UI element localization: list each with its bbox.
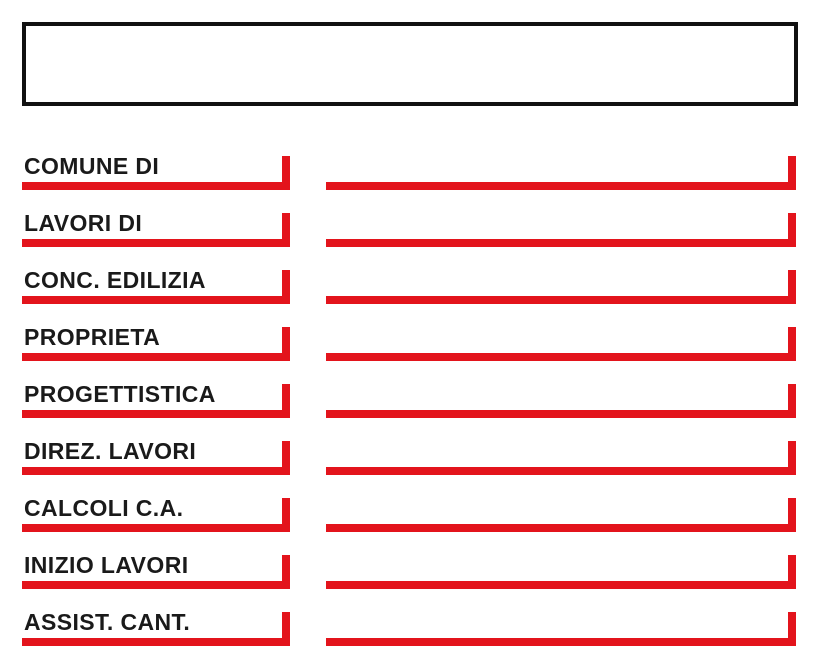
form-row-direz-lavori	[0, 438, 816, 486]
value-field-proprieta	[326, 327, 796, 361]
label-proprieta: PROPRIETA	[24, 324, 161, 350]
value-field-conc-edilizia	[326, 270, 796, 304]
form-row-progettistica	[0, 381, 816, 429]
value-field-lavori	[326, 213, 796, 247]
form-row-proprieta	[0, 324, 816, 372]
form-row-assist-cant	[0, 609, 816, 657]
label-lavori-di: LAVORI DI	[24, 210, 143, 236]
label-direz-lavori: DIREZ. LAVORI	[24, 438, 197, 464]
label-assist-cant: ASSIST. CANT.	[24, 609, 191, 635]
label-calcoli-ca: CALCOLI C.A.	[24, 495, 184, 521]
label-conc-edilizia: CONC. EDILIZIA	[24, 267, 206, 293]
value-field-calcoli	[326, 498, 796, 532]
label-inizio-lavori: INIZIO LAVORI	[24, 552, 189, 578]
value-field-comune	[326, 156, 796, 190]
form-row-comune	[0, 153, 816, 201]
value-field-progettistica	[326, 384, 796, 418]
form-row-calcoli	[0, 495, 816, 543]
form-row-lavori	[0, 210, 816, 258]
value-field-assist-cant	[326, 612, 796, 646]
label-comune-di: COMUNE DI	[24, 153, 160, 179]
value-field-direz-lavori	[326, 441, 796, 475]
form-row-inizio-lavori	[0, 552, 816, 600]
form-row-conc-edilizia	[0, 267, 816, 315]
value-field-inizio-lavori	[326, 555, 796, 589]
label-progettistica: PROGETTISTICA	[24, 381, 216, 407]
